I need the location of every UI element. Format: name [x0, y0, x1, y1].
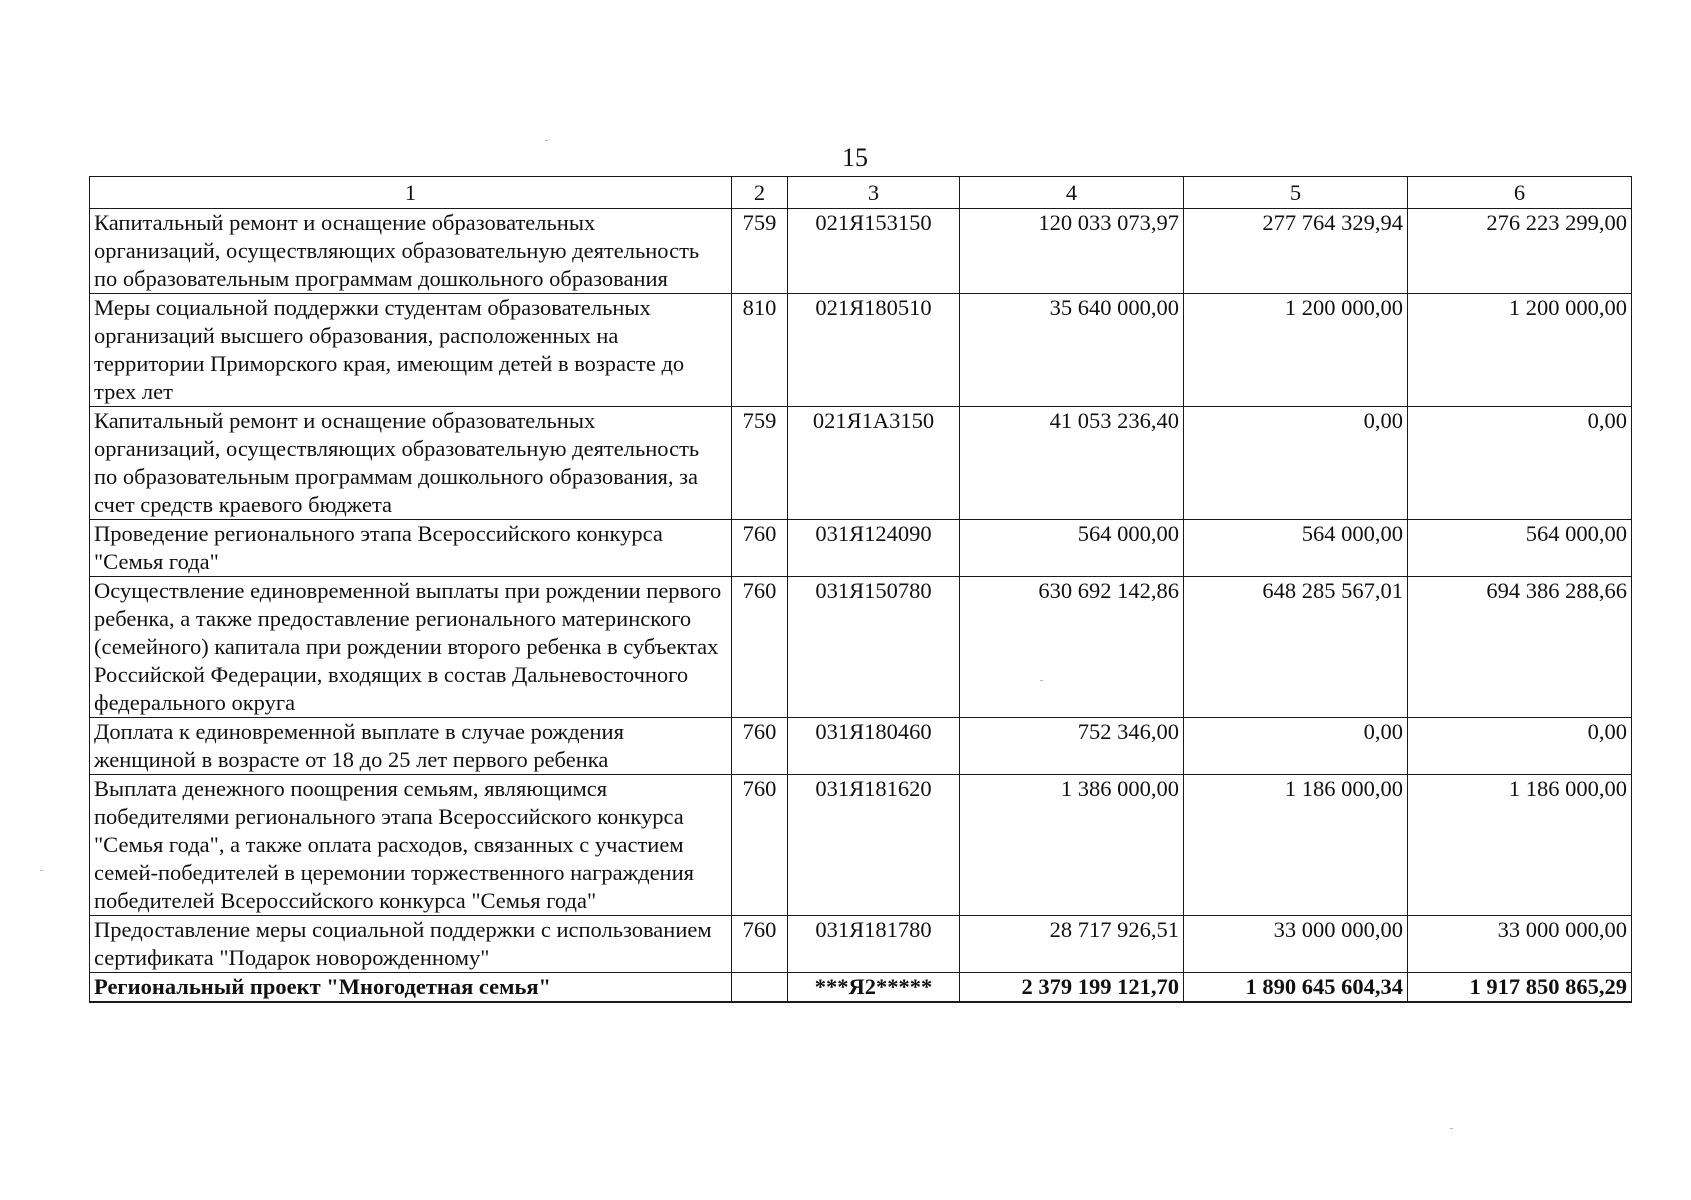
amount-col5-cell: 564 000,00 [1184, 520, 1408, 577]
table-row [90, 718, 1632, 775]
expense-name-cell: Предоставление меры социальной поддержки с использованием сертификата "Подарок новорожденному" [90, 916, 732, 973]
total-col4-cell: 2 379 199 121,70 [960, 973, 1184, 1003]
target-article-cell: 031Я124090 [788, 520, 960, 577]
table-row [90, 294, 1632, 407]
column-header-2: 2 [732, 177, 788, 209]
target-article-cell: 031Я181620 [788, 775, 960, 916]
total-col5-cell: 1 890 645 604,34 [1184, 973, 1408, 1003]
table-row [90, 577, 1632, 718]
amount-col6-cell: 1 200 000,00 [1408, 294, 1632, 407]
target-article-cell: 021Я180510 [788, 294, 960, 407]
table-row [90, 209, 1632, 294]
table-row [90, 775, 1632, 916]
scan-speck [545, 140, 548, 141]
project-name-cell: Региональный проект "Многодетная семья" [90, 973, 732, 1003]
ministry-code-cell: 760 [732, 916, 788, 973]
scan-speck [1040, 680, 1043, 681]
amount-col6-cell: 694 386 288,66 [1408, 577, 1632, 718]
table-row [90, 520, 1632, 577]
amount-col6-cell: 564 000,00 [1408, 520, 1632, 577]
expense-name-cell: Доплата к единовременной выплате в случае рождения женщиной в возрасте от 18 до 25 лет первого ребенка [90, 718, 732, 775]
ministry-code-cell: 760 [732, 577, 788, 718]
target-article-cell: 021Я1А3150 [788, 407, 960, 520]
amount-col4-cell: 564 000,00 [960, 520, 1184, 577]
ministry-code-cell: 760 [732, 718, 788, 775]
budget-table [89, 176, 1632, 1003]
total-row [90, 973, 1632, 1003]
amount-col5-cell: 0,00 [1184, 718, 1408, 775]
amount-col6-cell: 33 000 000,00 [1408, 916, 1632, 973]
target-article-cell: 031Я181780 [788, 916, 960, 973]
target-article-cell: 031Я180460 [788, 718, 960, 775]
table-row [90, 916, 1632, 973]
amount-col5-cell: 648 285 567,01 [1184, 577, 1408, 718]
column-number-header-row [90, 177, 1632, 209]
column-header-4: 4 [960, 177, 1184, 209]
expense-name-cell: Капитальный ремонт и оснащение образовательных организаций, осуществляющих образовательную деятельность по образовательным программам дошкольного образования, за счет средств краевого бюджета [90, 407, 732, 520]
amount-col4-cell: 630 692 142,86 [960, 577, 1184, 718]
target-article-cell: 031Я150780 [788, 577, 960, 718]
ministry-code-cell: 760 [732, 520, 788, 577]
ministry-code-cell: 759 [732, 407, 788, 520]
expense-name-cell: Меры социальной поддержки студентам образовательных организаций высшего образования, расположенных на территории Приморского края, имеющим детей в возрасте до трех лет [90, 294, 732, 407]
target-article-cell: ***Я2***** [788, 973, 960, 1003]
expense-name-cell: Осуществление единовременной выплаты при рождении первого ребенка, а также предоставление регионального материнского (семейного) капитала при рождении второго ребенка в субъектах Российской Федерации, входящих в состав Дальневосточного федерального округа [90, 577, 732, 718]
target-article-cell: 021Я153150 [788, 209, 960, 294]
ministry-code-cell: 760 [732, 775, 788, 916]
amount-col6-cell: 1 186 000,00 [1408, 775, 1632, 916]
column-header-5: 5 [1184, 177, 1408, 209]
expense-name-cell: Проведение регионального этапа Всероссийского конкурса "Семья года" [90, 520, 732, 577]
amount-col5-cell: 33 000 000,00 [1184, 916, 1408, 973]
amount-col4-cell: 752 346,00 [960, 718, 1184, 775]
ministry-code-cell: 759 [732, 209, 788, 294]
table-row [90, 407, 1632, 520]
amount-col6-cell: 0,00 [1408, 718, 1632, 775]
expense-name-cell: Выплата денежного поощрения семьям, являющимся победителями регионального этапа Всероссийского конкурса "Семья года", а также оплата расходов, связанных с участием семей-победителей в церемонии торжественного награждения победителей Всероссийского конкурса "Семья года" [90, 775, 732, 916]
amount-col6-cell: 0,00 [1408, 407, 1632, 520]
ministry-code-cell [732, 973, 788, 1003]
amount-col4-cell: 41 053 236,40 [960, 407, 1184, 520]
amount-col5-cell: 1 200 000,00 [1184, 294, 1408, 407]
scan-speck [1450, 1128, 1453, 1129]
expense-name-cell: Капитальный ремонт и оснащение образовательных организаций, осуществляющих образовательную деятельность по образовательным программам дошкольного образования [90, 209, 732, 294]
amount-col4-cell: 120 033 073,97 [960, 209, 1184, 294]
amount-col4-cell: 28 717 926,51 [960, 916, 1184, 973]
ministry-code-cell: 810 [732, 294, 788, 407]
page-number: 15 [842, 143, 868, 172]
amount-col4-cell: 1 386 000,00 [960, 775, 1184, 916]
amount-col5-cell: 0,00 [1184, 407, 1408, 520]
scan-speck [40, 870, 43, 871]
column-header-1: 1 [90, 177, 732, 209]
amount-col4-cell: 35 640 000,00 [960, 294, 1184, 407]
column-header-6: 6 [1408, 177, 1632, 209]
amount-col6-cell: 276 223 299,00 [1408, 209, 1632, 294]
amount-col5-cell: 1 186 000,00 [1184, 775, 1408, 916]
total-col6-cell: 1 917 850 865,29 [1408, 973, 1632, 1003]
column-header-3: 3 [788, 177, 960, 209]
amount-col5-cell: 277 764 329,94 [1184, 209, 1408, 294]
